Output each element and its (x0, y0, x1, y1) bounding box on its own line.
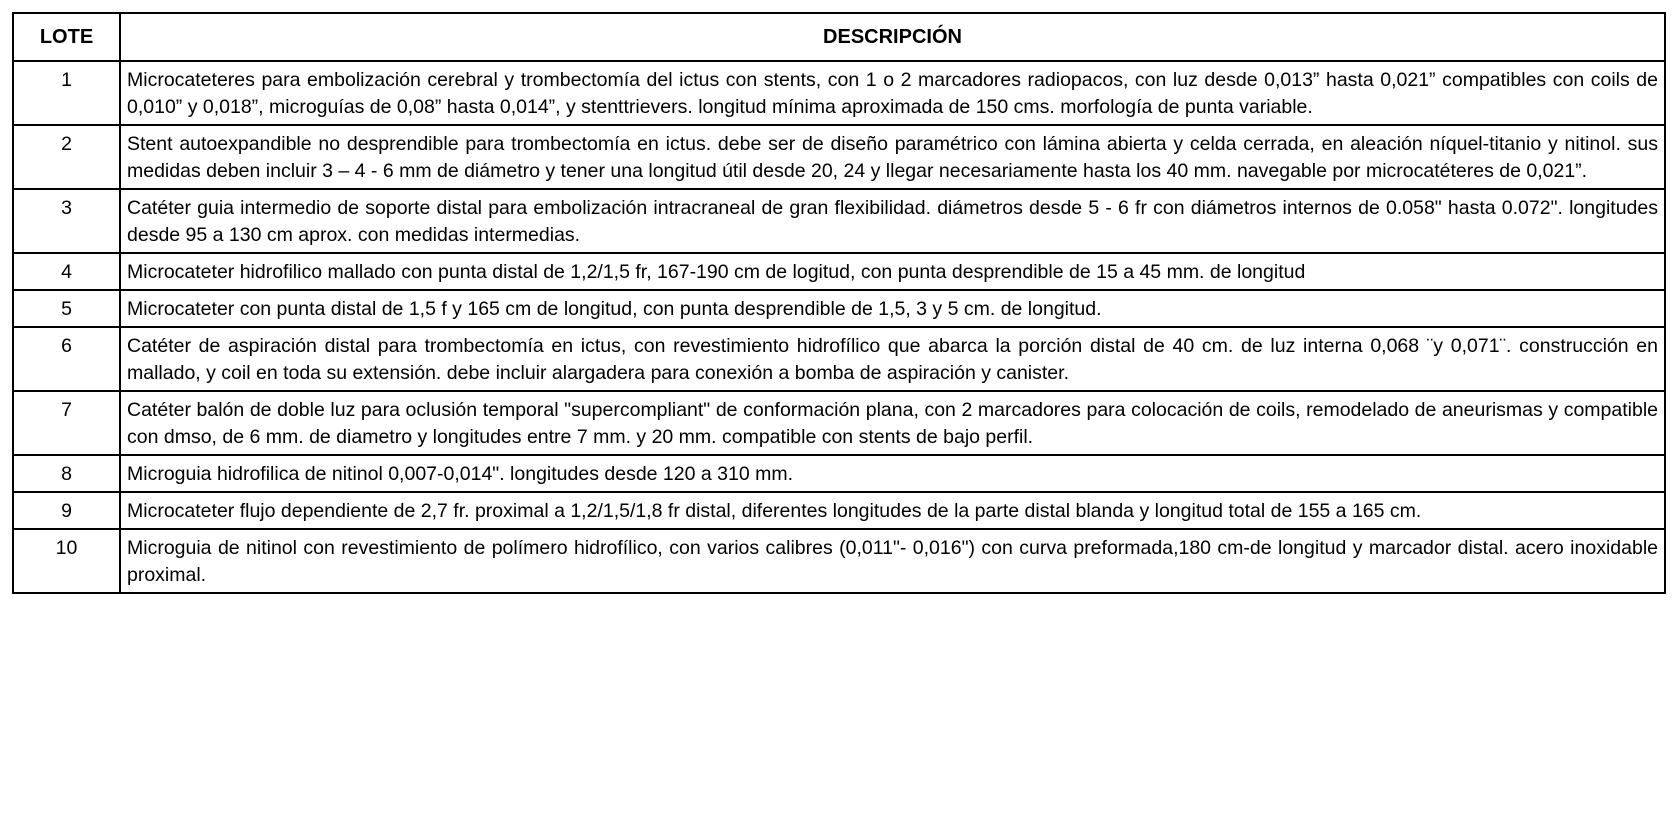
lots-table (12, 12, 1666, 594)
lote-number: 7 (13, 391, 120, 455)
lote-number: 6 (13, 327, 120, 391)
lote-number: 8 (13, 455, 120, 492)
lote-description: Microcateter hidrofilico mallado con punta distal de 1,2/1,5 fr, 167-190 cm de logitud, con punta desprendible de 15 a 45 mm. de longitud (120, 253, 1665, 290)
table-row (13, 125, 1665, 189)
lote-description: Microcateter con punta distal de 1,5 f y 165 cm de longitud, con punta desprendible de 1,5, 3 y 5 cm. de longitud. (120, 290, 1665, 327)
lote-description: Stent autoexpandible no desprendible para trombectomía en ictus. debe ser de diseño paramétrico con lámina abierta y celda cerrada, en aleación níquel-titanio y nitinol. sus medidas deben incluir 3 – 4 - 6 mm de diámetro y tener una longitud útil desde 20, 24 y llegar necesariamente hasta los 40 mm. navegable por microcatéteres de 0,021”. (120, 125, 1665, 189)
lote-description: Catéter de aspiración distal para trombectomía en ictus, con revestimiento hidrofílico que abarca la porción distal de 40 cm. de luz interna 0,068 ¨y 0,071¨. construcción en mallado, y coil en toda su extensión. debe incluir alargadera para conexión a bomba de aspiración y canister. (120, 327, 1665, 391)
lote-description: Catéter guia intermedio de soporte distal para embolización intracraneal de gran flexibilidad. diámetros desde 5 - 6 fr con diámetros internos de 0.058" hasta 0.072". longitudes desde 95 a 130 cm aprox. con medidas intermedias. (120, 189, 1665, 253)
lote-description: Microguia de nitinol con revestimiento de polímero hidrofílico, con varios calibres (0,011"- 0,016") con curva preformada,180 cm-de longitud y marcador distal. acero inoxidable proximal. (120, 529, 1665, 593)
table-row (13, 61, 1665, 125)
table-row (13, 327, 1665, 391)
lote-number: 3 (13, 189, 120, 253)
table-row (13, 529, 1665, 593)
lote-number: 1 (13, 61, 120, 125)
lote-number: 9 (13, 492, 120, 529)
lote-number: 10 (13, 529, 120, 593)
lote-description: Microguia hidrofilica de nitinol 0,007-0,014". longitudes desde 120 a 310 mm. (120, 455, 1665, 492)
header-lote: LOTE (13, 13, 120, 61)
lote-description: Microcateteres para embolización cerebral y trombectomía del ictus con stents, con 1 o 2 marcadores radiopacos, con luz desde 0,013” hasta 0,021” compatibles con coils de 0,010” y 0,018”, microguías de 0,08” hasta 0,014”, y stenttrievers. longitud mínima aproximada de 150 cms. morfología de punta variable. (120, 61, 1665, 125)
table-row (13, 189, 1665, 253)
header-row (13, 13, 1665, 61)
table-header (13, 13, 1665, 61)
lote-number: 4 (13, 253, 120, 290)
table-row (13, 253, 1665, 290)
lote-number: 5 (13, 290, 120, 327)
table-row (13, 391, 1665, 455)
lote-number: 2 (13, 125, 120, 189)
table-row (13, 455, 1665, 492)
header-descripcion: DESCRIPCIÓN (120, 13, 1665, 61)
lote-description: Catéter balón de doble luz para oclusión temporal "supercompliant" de conformación plana, con 2 marcadores para colocación de coils, remodelado de aneurismas y compatible con dmso, de 6 mm. de diametro y longitudes entre 7 mm. y 20 mm. compatible con stents de bajo perfil. (120, 391, 1665, 455)
table-body (13, 61, 1665, 593)
table-row (13, 290, 1665, 327)
lote-description: Microcateter flujo dependiente de 2,7 fr. proximal a 1,2/1,5/1,8 fr distal, diferentes longitudes de la parte distal blanda y longitud total de 155 a 165 cm. (120, 492, 1665, 529)
table-row (13, 492, 1665, 529)
